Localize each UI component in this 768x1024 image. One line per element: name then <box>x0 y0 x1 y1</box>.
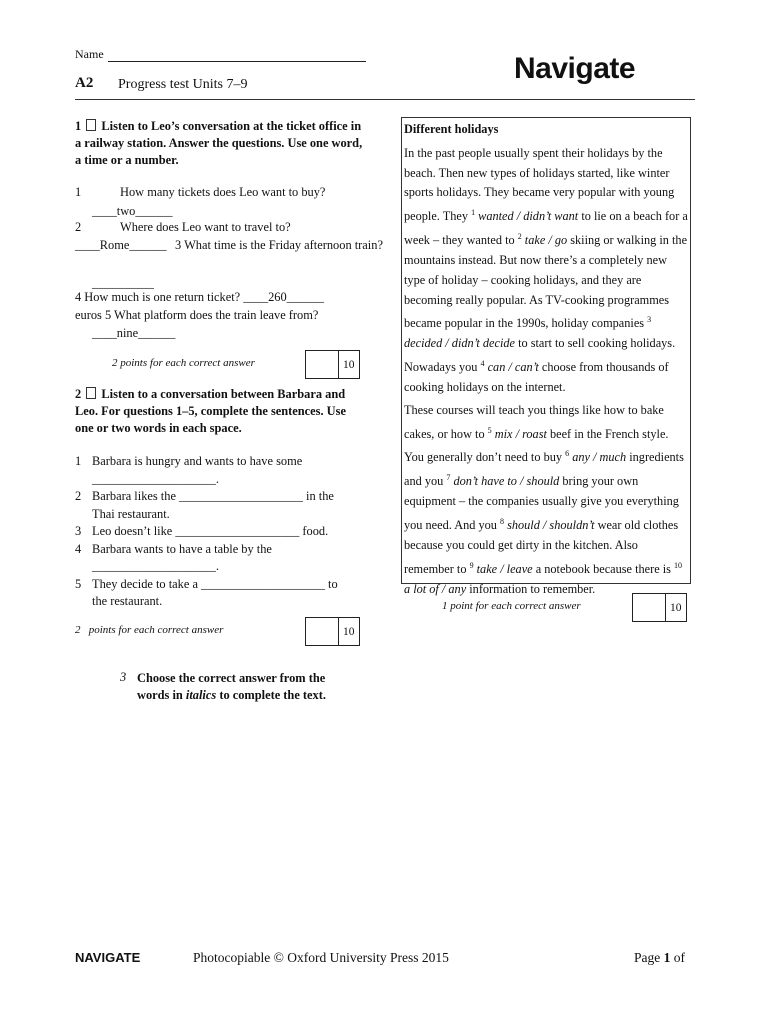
q1-item-4-unit: euros <box>75 308 102 322</box>
q1-item-4-answer[interactable]: ____260______ <box>243 290 324 304</box>
reading-title: Different holidays <box>404 122 499 136</box>
q2-score-input[interactable] <box>306 618 339 645</box>
test-title: Progress test Units 7–9 <box>118 77 248 92</box>
q1-item-5-text: 5 What platform does the train leave from? <box>104 308 319 322</box>
option-10[interactable]: a lot of / any <box>404 581 467 596</box>
q2-item-3: 3 Leo doesn’t like ____________________ food. <box>75 524 329 538</box>
q1-item-2-num: 2 <box>75 220 82 234</box>
q1-item-4-text: 4 How much is one return ticket? <box>75 290 241 304</box>
q3-score-box <box>632 593 687 622</box>
footer-brand: NAVIGATE <box>75 950 141 965</box>
q2-score-max: 10 <box>343 626 355 638</box>
q3-points: 1 point for each correct answer <box>442 600 581 612</box>
q1-item-1: 1 <box>75 185 82 199</box>
reading-paragraph-2: These courses will teach you things like how to bake cakes, or how to $^5$ mix / roast beef in the French style. You generally don’t need to buy $^6$ any / much ingredients and you $^7$ don’t have to / should bring your own equipment – the companies usually give you everything you need. And you $^8$ should / shouldn’t wear old clothes because you could get dirty in the kitchen. Also remember to $^9$ take / leave a notebook because there is $^{10}$ a lot of / any information to remember. <box>404 402 684 596</box>
option-7[interactable]: don’t have to / should <box>453 474 560 489</box>
q2-heading <box>75 386 365 437</box>
q2-item-1: 1 Barbara is hungry and wants to have some ____________________. <box>75 454 303 486</box>
audio-icon <box>86 119 96 131</box>
brand-logo: Navigate <box>514 52 636 85</box>
page-number: Page 1 of <box>634 950 685 965</box>
q1-instruction: Listen to Leo’s conversation at the ticket office in a railway station. Answer the questions. Use one word, a time or a number. <box>75 119 363 167</box>
q2-instruction: Listen to a conversation between Barbara and Leo. For questions 1–5, complete the sentences. Use one or two words in each space. <box>75 387 346 435</box>
q1-item-4 <box>75 290 324 305</box>
q1-score-input[interactable] <box>306 351 339 378</box>
q1-score-box <box>305 350 360 379</box>
option-9[interactable]: take / leave <box>476 561 533 576</box>
q3-score-input[interactable] <box>633 594 666 621</box>
option-1[interactable]: wanted / didn’t want <box>478 209 579 224</box>
reading-paragraph-1: In the past people usually spent their holidays by the beach. Then new types of holidays started, like winter sports holidays. They became very popular with young people. They $^1$ wanted / didn’t want to lie on a beach for a week – they wanted to $^2$ take / go skiing or walking in the mountains instead. But now there’s a completely new type of holiday – cooking holidays, and they are becoming really popular. As TV-cooking programmes became popular in the 1990s, holiday companies $^3$ decided / didn’t decide to start to sell cooking holidays. Nowadays you $^4$ can / can’t choose from thousands of cooking holidays on the internet. <box>404 145 688 394</box>
q1-number: 1 <box>75 119 82 133</box>
footer-copyright: Photocopiable © Oxford University Press 2015 <box>193 950 449 965</box>
name-blank[interactable] <box>108 49 366 62</box>
q1-item-3-answer[interactable]: __________ <box>92 276 154 290</box>
option-5[interactable]: mix / roast <box>494 426 547 441</box>
q2-points: 2 points for each correct answer <box>75 624 224 636</box>
q1-heading <box>75 118 365 169</box>
q3-heading: Choose the correct answer from the words in italics to complete the text. <box>137 671 326 702</box>
q2-items <box>75 453 365 611</box>
q2-score-box <box>305 617 360 646</box>
q3-score-max: 10 <box>670 602 682 614</box>
audio-icon <box>86 387 96 399</box>
option-6[interactable]: any / much <box>572 450 627 465</box>
option-2[interactable]: take / go <box>524 233 568 248</box>
q1-item-5 <box>75 308 318 323</box>
q1-item-2-answer[interactable]: ____Rome______ <box>75 238 167 252</box>
q2-number: 2 <box>75 387 82 401</box>
q3-number: 3 <box>120 670 127 684</box>
level-label: A2 <box>75 75 94 91</box>
q2-item-5: 5 They decide to take a ____________________ to the restaurant. <box>75 576 338 608</box>
q1-item-1-text: How many tickets does Leo want to buy? <box>120 185 326 199</box>
q2-item-2: 2 Barbara likes the ____________________ in the Thai restaurant. <box>75 489 334 521</box>
option-8[interactable]: should / shouldn’t <box>507 518 595 533</box>
option-4[interactable]: can / can’t <box>487 360 539 375</box>
q2-item-4: 4 Barbara wants to have a table by the ____________________. <box>75 541 272 573</box>
q1-score-max: 10 <box>343 359 355 371</box>
q1-points: 2 points for each correct answer <box>112 357 255 369</box>
header-divider <box>75 99 695 100</box>
option-3[interactable]: decided / didn’t decide <box>404 336 515 351</box>
name-label: Name <box>75 47 104 61</box>
reading-text-box <box>401 117 691 596</box>
q1-item-1-answer[interactable]: ____two______ <box>92 204 173 218</box>
q1-item-3-text-a: 3 What time is the Friday afternoon train? <box>175 238 383 252</box>
name-field <box>75 47 366 62</box>
q1-item-2-text: Where does Leo want to travel to? <box>120 220 291 234</box>
q1-item-5-answer[interactable]: ____nine______ <box>92 326 176 340</box>
